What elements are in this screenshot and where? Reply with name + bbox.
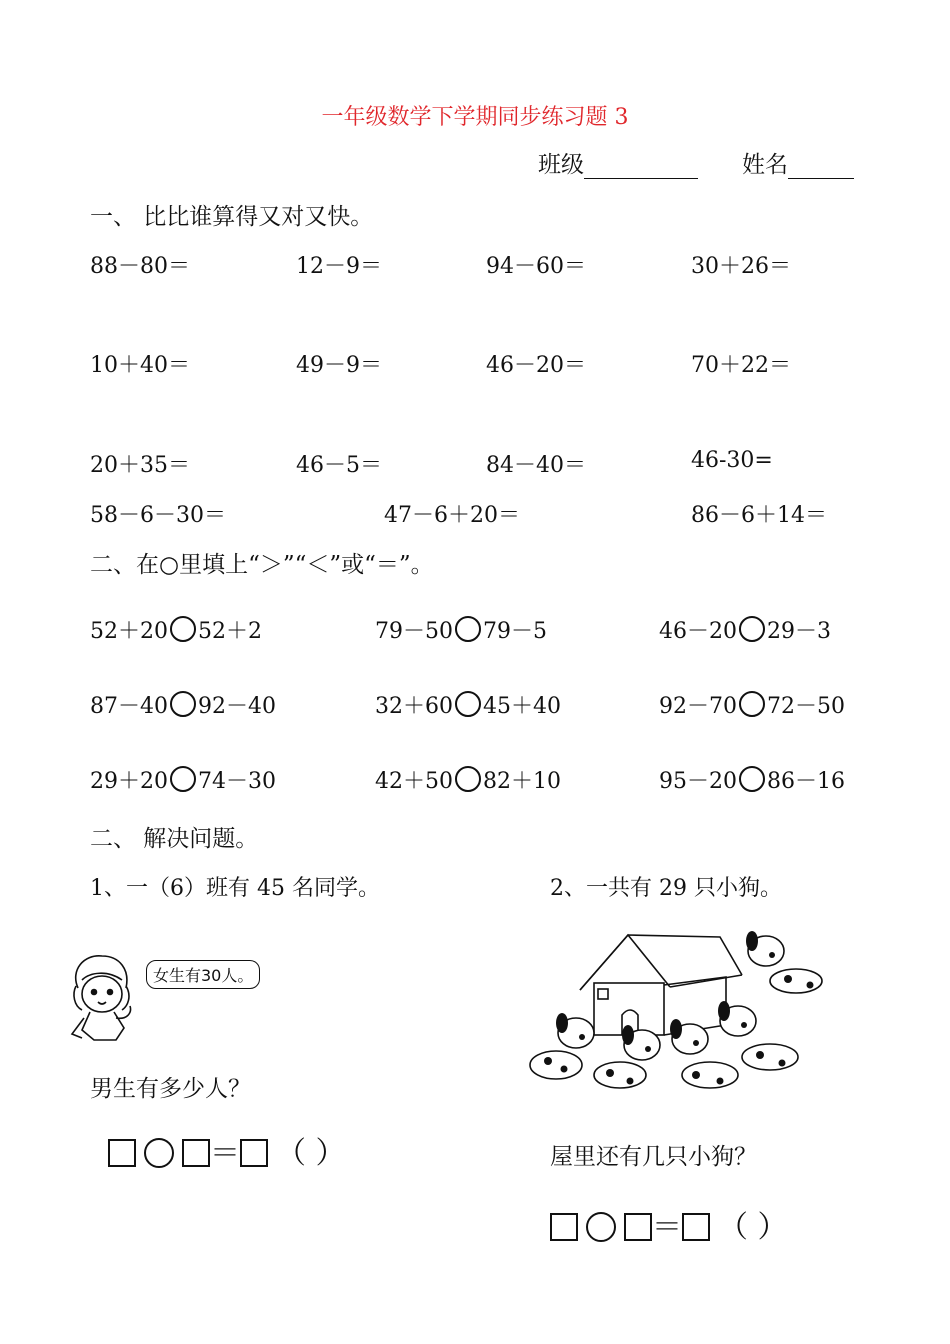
compare-left: 42＋50 xyxy=(375,769,453,794)
compare-right: 86－16 xyxy=(767,769,845,794)
class-blank[interactable] xyxy=(584,154,698,179)
answer-box[interactable] xyxy=(182,1139,210,1167)
calc-problem: 46－5＝ xyxy=(296,453,382,478)
compare-right: 45＋40 xyxy=(483,694,561,719)
compare-circle[interactable] xyxy=(739,691,765,717)
answer-box[interactable] xyxy=(550,1213,578,1241)
compare-right: 74－30 xyxy=(198,769,276,794)
calc-problem: 20＋35＝ xyxy=(90,453,190,478)
compare-item xyxy=(659,764,845,795)
compare-left: 46－20 xyxy=(659,619,737,644)
calc-problem: 70＋22＝ xyxy=(691,353,791,378)
girl-illustration xyxy=(60,950,150,1045)
compare-item xyxy=(375,614,547,645)
name-field xyxy=(742,146,854,179)
compare-item xyxy=(375,689,561,720)
operator-circle[interactable] xyxy=(144,1138,174,1168)
compare-item xyxy=(659,689,845,720)
speech-bubble: 女生有30人。 xyxy=(146,960,260,989)
compare-right: 72－50 xyxy=(767,694,845,719)
calc-problem: 94－60＝ xyxy=(486,254,586,279)
compare-right: 92－40 xyxy=(198,694,276,719)
q2-equation xyxy=(550,1202,788,1246)
page-title: 一年级数学下学期同步练习题 3 xyxy=(321,105,629,130)
compare-item xyxy=(90,764,276,795)
compare-right: 79－5 xyxy=(483,619,547,644)
compare-left: 92－70 xyxy=(659,694,737,719)
dog-4 xyxy=(718,1001,798,1070)
answer-box[interactable] xyxy=(682,1213,710,1241)
dog-5 xyxy=(746,931,822,993)
compare-left: 79－50 xyxy=(375,619,453,644)
section2-heading: 二、在○里填上“＞”“＜”或“＝”。 xyxy=(90,552,434,578)
compare-item xyxy=(659,614,831,645)
unit-blank[interactable]: （ ） xyxy=(718,1210,788,1245)
compare-left: 95－20 xyxy=(659,769,737,794)
compare-item xyxy=(375,764,561,795)
calc-problem: 49－9＝ xyxy=(296,353,382,378)
compare-right: 82＋10 xyxy=(483,769,561,794)
q1-equation xyxy=(108,1128,346,1172)
name-label: 姓名 xyxy=(742,152,788,178)
compare-circle[interactable] xyxy=(739,616,765,642)
q1-question: 男生有多少人？ xyxy=(90,1076,251,1102)
dog-1 xyxy=(530,1013,594,1079)
name-blank[interactable] xyxy=(788,154,854,179)
compare-circle[interactable] xyxy=(170,691,196,717)
q1-text: 1、一（6）班有 45 名同学。 xyxy=(90,876,380,901)
equals-sign: ＝ xyxy=(652,1210,682,1245)
compare-circle[interactable] xyxy=(739,766,765,792)
operator-circle[interactable] xyxy=(586,1212,616,1242)
calc-problem: 30＋26＝ xyxy=(691,254,791,279)
compare-item xyxy=(90,689,276,720)
compare-circle[interactable] xyxy=(455,616,481,642)
calc-problem: 58－6－30＝ xyxy=(90,503,226,528)
calc-problem: 86－6＋14＝ xyxy=(691,503,827,528)
q2-text: 2、一共有 29 只小狗。 xyxy=(550,876,782,901)
compare-item xyxy=(90,614,262,645)
calc-problem: 46－20＝ xyxy=(486,353,586,378)
compare-circle[interactable] xyxy=(170,766,196,792)
compare-right: 29－3 xyxy=(767,619,831,644)
answer-box[interactable] xyxy=(240,1139,268,1167)
calc-problem: 88－80＝ xyxy=(90,254,190,279)
q2-question: 屋里还有几只小狗？ xyxy=(550,1144,757,1170)
class-field xyxy=(538,146,698,179)
compare-circle[interactable] xyxy=(170,616,196,642)
compare-circle[interactable] xyxy=(455,691,481,717)
equals-sign: ＝ xyxy=(210,1136,240,1171)
class-label: 班级 xyxy=(538,152,584,178)
section3-heading: 二、 解决问题。 xyxy=(90,826,259,852)
calc-problem: 84－40＝ xyxy=(486,453,586,478)
compare-left: 29＋20 xyxy=(90,769,168,794)
section1-heading: 一、 比比谁算得又对又快。 xyxy=(90,204,374,230)
calc-problem: 10＋40＝ xyxy=(90,353,190,378)
answer-box[interactable] xyxy=(624,1213,652,1241)
compare-left: 32＋60 xyxy=(375,694,453,719)
calc-problem: 46-30= xyxy=(691,448,773,473)
answer-box[interactable] xyxy=(108,1139,136,1167)
compare-right: 52＋2 xyxy=(198,619,262,644)
unit-blank[interactable]: （ ） xyxy=(276,1136,346,1171)
compare-left: 87－40 xyxy=(90,694,168,719)
compare-circle[interactable] xyxy=(455,766,481,792)
calc-problem: 12－9＝ xyxy=(296,254,382,279)
dogs-house-illustration xyxy=(520,925,830,1100)
compare-left: 52＋20 xyxy=(90,619,168,644)
calc-problem: 47－6＋20＝ xyxy=(384,503,520,528)
